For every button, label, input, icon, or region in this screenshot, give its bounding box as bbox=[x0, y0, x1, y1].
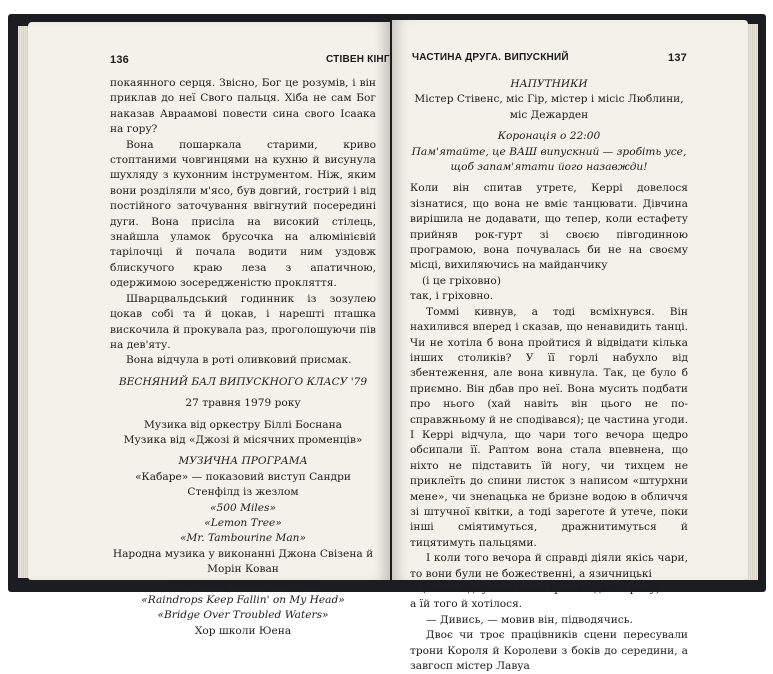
left-text-block bbox=[110, 76, 376, 639]
folk-music-line: Народна музика у виконанні Джона Свізена й Морін Кован bbox=[112, 547, 374, 576]
left-page bbox=[28, 22, 390, 637]
paragraph: покаянного серця. Звісно, Бог це розумів, і він приклав до неї Свого пальця. Хіба не сам Бог наказав Авраамові повести сина свого Ісаака на гору? bbox=[110, 77, 376, 136]
left-page-number: 136 bbox=[110, 54, 129, 66]
song-title: «Bridge Over Troubled Waters» bbox=[157, 609, 329, 622]
left-running-head: СТІВЕН КІНГ bbox=[326, 54, 390, 65]
coronation-title: Коронація о 22:00 bbox=[497, 130, 601, 143]
program-intro: «Кабаре» — показовий виступ Сандри Стенфілд із жезлом bbox=[135, 470, 351, 499]
coronation-note: Пам'ятайте, це ВАШ випускний — зробіть усе, щоб запам'ятати його назавжди! bbox=[411, 145, 687, 174]
song-title: «500 Miles» bbox=[210, 501, 276, 514]
paragraph: — Дивись, — мовив він, підводячись. bbox=[426, 613, 633, 626]
dance-title: ВЕСНЯНИЙ БАЛ ВИПУСКНОГО КЛАСУ '79 bbox=[118, 375, 368, 388]
poem-line: (мамо відпускай мене трошки далі з року) bbox=[422, 583, 660, 595]
paragraph: Шварцвальдський годинник із зозулею цокав собі та й цокав, і нарешті пташка вискочила й прокувала раз, проголошуючи пів на дев'яту. bbox=[110, 292, 376, 351]
song-title: «The Street Where You Live» bbox=[164, 578, 322, 591]
right-page-number: 137 bbox=[668, 52, 687, 64]
paragraph: Томмі кивнув, а тоді всміхнувся. Він нахилився вперед і сказав, що ненавидить танці. Чи не хотіла б вона пройтися й відвідати кілька інших столиків? У її горлі набухло від збентеження, але вона кивнула. Так, це було б приємно. Він дбав про неї. Вона мусить подбати про нього (хай навіть він цього не по-справжньому й не сподівався); це частина угоди. І Керрі відчула, що чари того вечора щедро обсипали її. Раптом вона стала впевнена, що ніхто не підставить їй ногу, чи тихцем не приклеїть до спини листок з написом «штурхни мене», чи знenацька не бризне водою в обличчя зі штучної квітки, а тоді зареготе й утече, поки інші сміятимуться, дражнитимуться й тицятимуть пальцями. bbox=[410, 305, 688, 549]
song-title: «Lemon Tree» bbox=[204, 516, 282, 529]
poem-line: а їй того й хотілося. bbox=[410, 598, 523, 611]
paragraph: Двоє чи троє працівників сцени пересували трони Короля й Королеви з боків до середини, а завгосп містер Лавуа bbox=[410, 629, 688, 673]
music-line: Музика від «Джозі й місячних променців» bbox=[123, 433, 363, 446]
song-title: «Raindrops Keep Fallin' on My Head» bbox=[141, 594, 345, 606]
music-line: Музика від оркестру Біллі Боснана bbox=[144, 418, 342, 431]
poem-line: так, і гріховно. bbox=[410, 290, 494, 303]
right-running-head: ЧАСТИНА ДРУГА. ВИПУСКНИЙ bbox=[412, 52, 569, 63]
song-title: «Mr. Tambourine Man» bbox=[180, 532, 306, 545]
right-text-block bbox=[410, 77, 688, 674]
paragraph: Вона пошаркала старими, криво стоптаними човгинцями на кухню й висунула шухляду з кухонним інструментом. Ніж, яким вони розділяли м'ясо, був довгий, гострий і від постійного заточування ввігнутий посередині дуги. Вона присіла на високий стілець, знайшла уламок брусочка на алюмінієвій тарілочці й почала водити ним уздовж блискучого краю леза з апатичною, одержимою зосередженістю прокляття. bbox=[110, 138, 376, 290]
paragraph: Коли він спитав утретє, Керрі довелося зізнатися, що вона не вміє танцювати. Дівчина вирішила не додавати, що тепер, коли естафету прийняв рок-гурт зі своєю півгодинною програмою, вона почувалась би не на своєму місці, вихиляючись на майданчику bbox=[410, 182, 688, 272]
dance-date: 27 травня 1979 року bbox=[185, 397, 301, 410]
right-page bbox=[392, 20, 748, 673]
chaperones-list: Містер Стівенс, міс Гір, містер і місіс Люблини, міс Дежарден bbox=[414, 93, 684, 121]
paragraph: І коли того вечора й справді діяли якісь чари, то вони були не божественні, а язичницькі bbox=[410, 552, 688, 580]
chaperones-title: НАПУТНИКИ bbox=[510, 78, 588, 90]
choir-line: Хор школи Юена bbox=[194, 624, 292, 637]
program-title: МУЗИЧНА ПРОГРАМА bbox=[178, 455, 308, 468]
paragraph: Вона відчула в роті оливковий присмак. bbox=[126, 354, 352, 367]
poem-line: (і це гріховно) bbox=[422, 274, 501, 287]
